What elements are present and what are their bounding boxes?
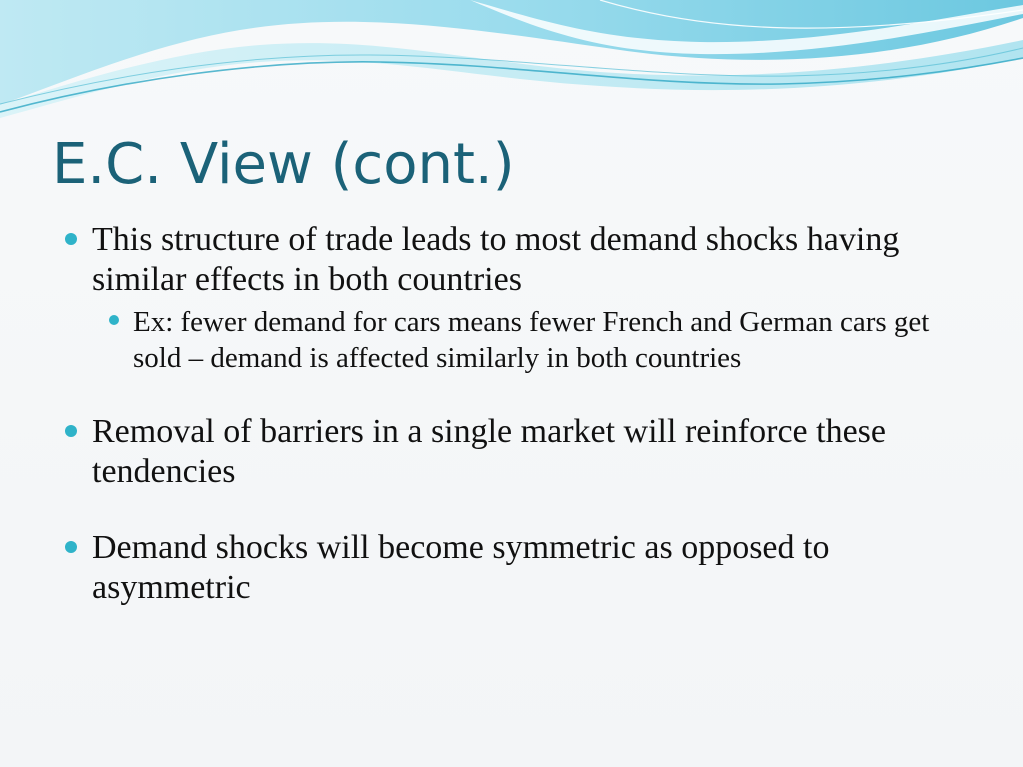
sub-bullet-text: Ex: fewer demand for cars means fewer French and German cars get sold – demand is affected similarly in both countries: [133, 306, 930, 374]
wave-banner-decoration: [0, 0, 1023, 120]
bullet-dot-icon: [109, 315, 119, 325]
bullet-dot-icon: [65, 425, 77, 437]
bullet-item-removal-of-barriers: [60, 412, 980, 492]
bullet-dot-icon: [65, 541, 77, 553]
bullet-text: This structure of trade leads to most demand shocks having similar effects in both countries: [92, 221, 900, 298]
sub-bullet-list: [92, 304, 980, 376]
bullet-item-trade-structure: [60, 220, 980, 376]
bullet-text: Removal of barriers in a single market will reinforce these tendencies: [92, 413, 886, 490]
bullet-dot-icon: [65, 233, 77, 245]
slide-title: E.C. View (cont.): [52, 132, 515, 197]
bullet-text: Demand shocks will become symmetric as opposed to asymmetric: [92, 529, 830, 606]
bullet-list: [60, 220, 980, 608]
bullet-item-symmetric-shocks: [60, 528, 980, 608]
sub-bullet-item-cars-example: [92, 304, 980, 376]
